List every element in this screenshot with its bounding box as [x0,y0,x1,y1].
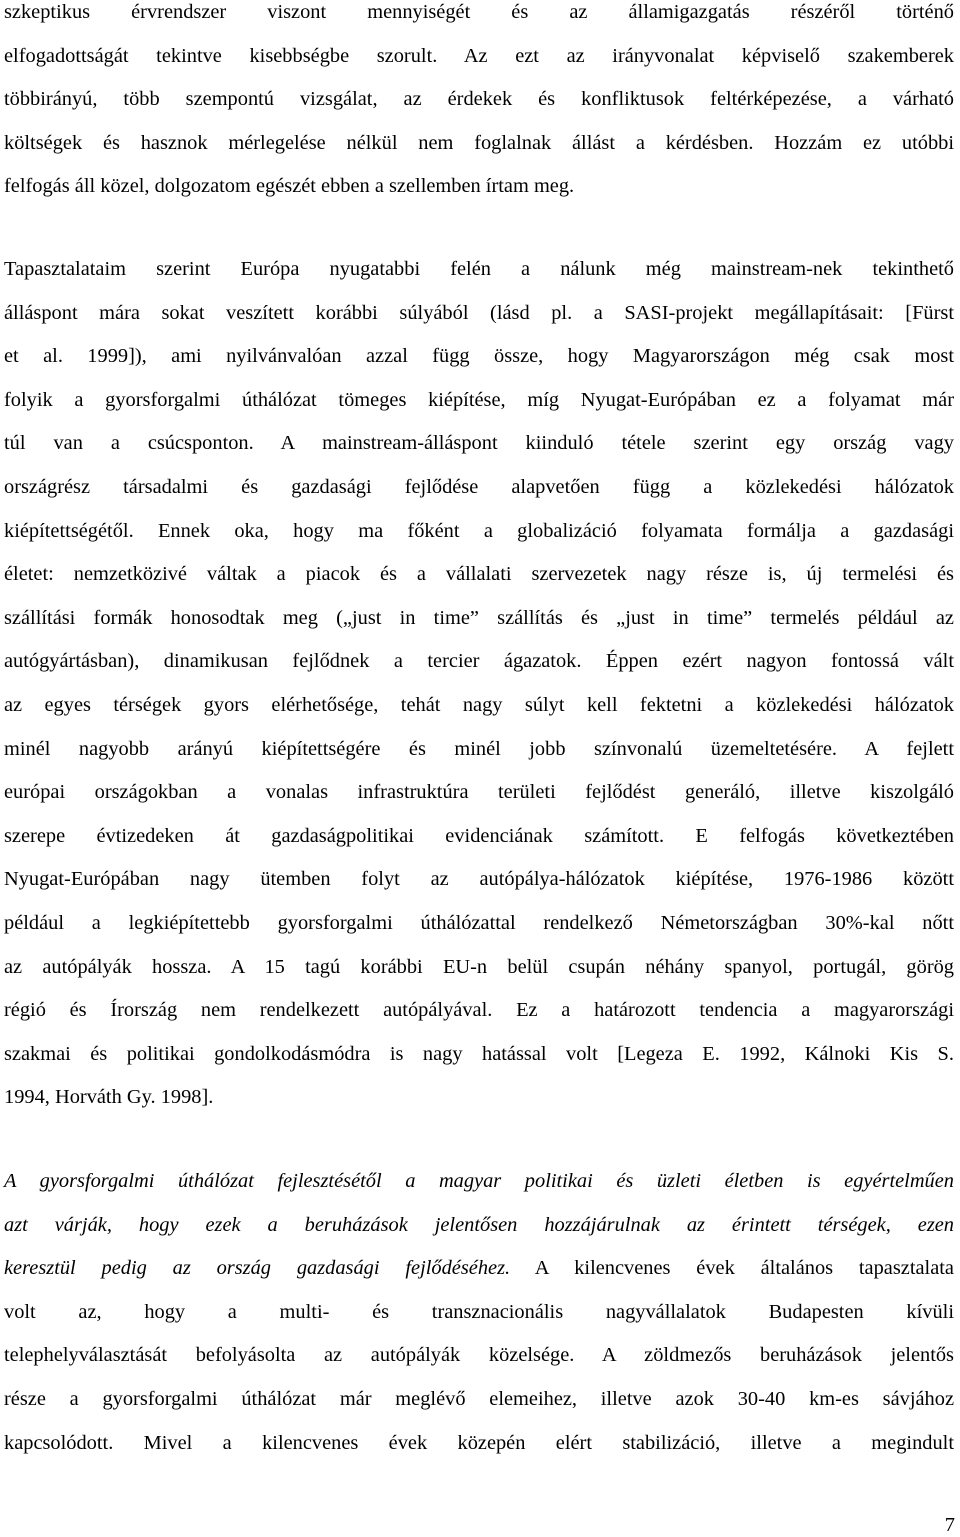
text-line: folyik a gyorsforgalmi úthálózat tömeges kiépítése, míg Nyugat-Európában ez a folyamat már [4,388,954,411]
text-line: autógyártásban), dinamikusan fejlődnek a tercier ágazatok. Éppen ezért nagyon fontossá vált [4,650,954,673]
text-line [4,1169,954,1213]
text-line: az egyes térségek gyors elérhetősége, tehát nagy súlyt kell fektetni a közlekedési hálózatok [4,693,954,716]
normal-text: kapcsolódott. Mivel a kilencvenes évek közepén elért stabilizáció, illetve a megindult [4,1431,954,1454]
text-line: európai országokban a vonalas infrastruktúra területi fejlődést generáló, illetve kiszolgáló [4,781,954,804]
page-number: 7 [944,1514,955,1536]
text-line: Nyugat-Európában nagy ütemben folyt az autópálya-hálózatok kiépítése, 1976-1986 között [4,868,954,891]
text-line [4,1213,954,1257]
text-line: szkeptikus érvrendszer viszont mennyiségét és az államigazgatás részéről történő [4,1,954,23]
text-line: szerepe évtizedeken át gazdaságpolitikai evidenciának számított. E felfogás következtében [4,824,954,847]
text-line: 1994, Horváth Gy. 1998]. [4,1086,214,1109]
paragraph-3 [4,1169,954,1474]
normal-text: volt az, hogy a multi- és transznacionális nagyvállalatok Budapesten kívüli [4,1300,954,1323]
text-line [4,1256,954,1300]
text-line: országrész társadalmi és gazdasági fejlődése alapvetően függ a közlekedési hálózatok [4,475,954,498]
text-line: et al. 1999]), ami nyilvánvalóan azzal függ össze, hogy Magyarországon még csak most [4,345,954,368]
text-line: az autópályák hossza. A 15 tagú korábbi EU-n belül csupán néhány spanyol, portugál, görög [4,955,954,978]
italic-text: A gyorsforgalmi úthálózat fejlesztésétől a magyar politikai és üzleti életben is egyértelműen [4,1170,954,1192]
text-line: életet: nemzetközivé váltak a piacok és a vállalati szervezetek nagy része is, új termelési és [4,563,954,586]
text-line: szakmai és politikai gondolkodásmódra is nagy hatással volt [Legeza E. 1992, Kálnoki Kis S. [4,1042,954,1065]
text-line: túl van a csúcsponton. A mainstream-álláspont kiinduló tétele szerint egy ország vagy [4,432,954,455]
text-line: Tapasztalataim szerint Európa nyugatabbi felén a nálunk még mainstream-nek tekinthető [4,258,954,280]
paragraph-1 [4,0,954,218]
text-line: régió és Írország nem rendelkezett autópályával. Ez a határozott tendencia a magyarországi [4,999,954,1022]
text-line: szállítási formák honosodtak meg („just in time” szállítás és „just in time” termelés például az [4,606,954,629]
normal-text: része a gyorsforgalmi úthálózat már meglévő elemeihez, illetve azok 30-40 km-es sávjához [4,1387,954,1410]
text-line [4,1431,954,1475]
text-line: például a legkiépítettebb gyorsforgalmi úthálózattal rendelkező Németországban 30%-kal nőtt [4,911,954,934]
text-line: költségek és hasznok mérlegelése nélkül nem foglalnak állást a kérdésben. Hozzám ez utóbbi [4,131,954,154]
italic-text: keresztül pedig az ország gazdasági fejlődéséhez. [4,1257,511,1280]
text-line [4,1387,954,1431]
paragraph-2 [4,257,954,1129]
normal-text: telephelyválasztását befolyásolta az autópályák közelsége. A zöldmezős beruházások jelentős [4,1344,954,1367]
text-line: kiépítettségétől. Ennek oka, hogy ma főként a globalizáció folyamata formálja a gazdasági [4,519,954,542]
text-line: elfogadottságát tekintve kisebbségbe szorult. Az ezt az irányvonalat képviselő szakemberek [4,44,954,67]
text-line [4,1343,954,1387]
text-line: felfogás áll közel, dolgozatom egészét ebben a szellemben írtam meg. [4,175,575,198]
text-line: álláspont mára sokat veszített korábbi súlyából (lásd pl. a SASI-projekt megállapításait: [Fürst [4,301,954,324]
text-line: minél nagyobb arányú kiépítettségére és minél jobb színvonalú üzemeltetésére. A fejlett [4,737,954,760]
text-line: többirányú, több szempontú vizsgálat, az érdekek és konfliktusok feltérképezése, a várható [4,88,954,111]
normal-text: A kilencvenes évek általános tapasztalata [510,1257,954,1280]
italic-text: azt várják, hogy ezek a beruházások jelentősen hozzájárulnak az érintett térségek, ezen [4,1213,954,1236]
text-line [4,1300,954,1344]
